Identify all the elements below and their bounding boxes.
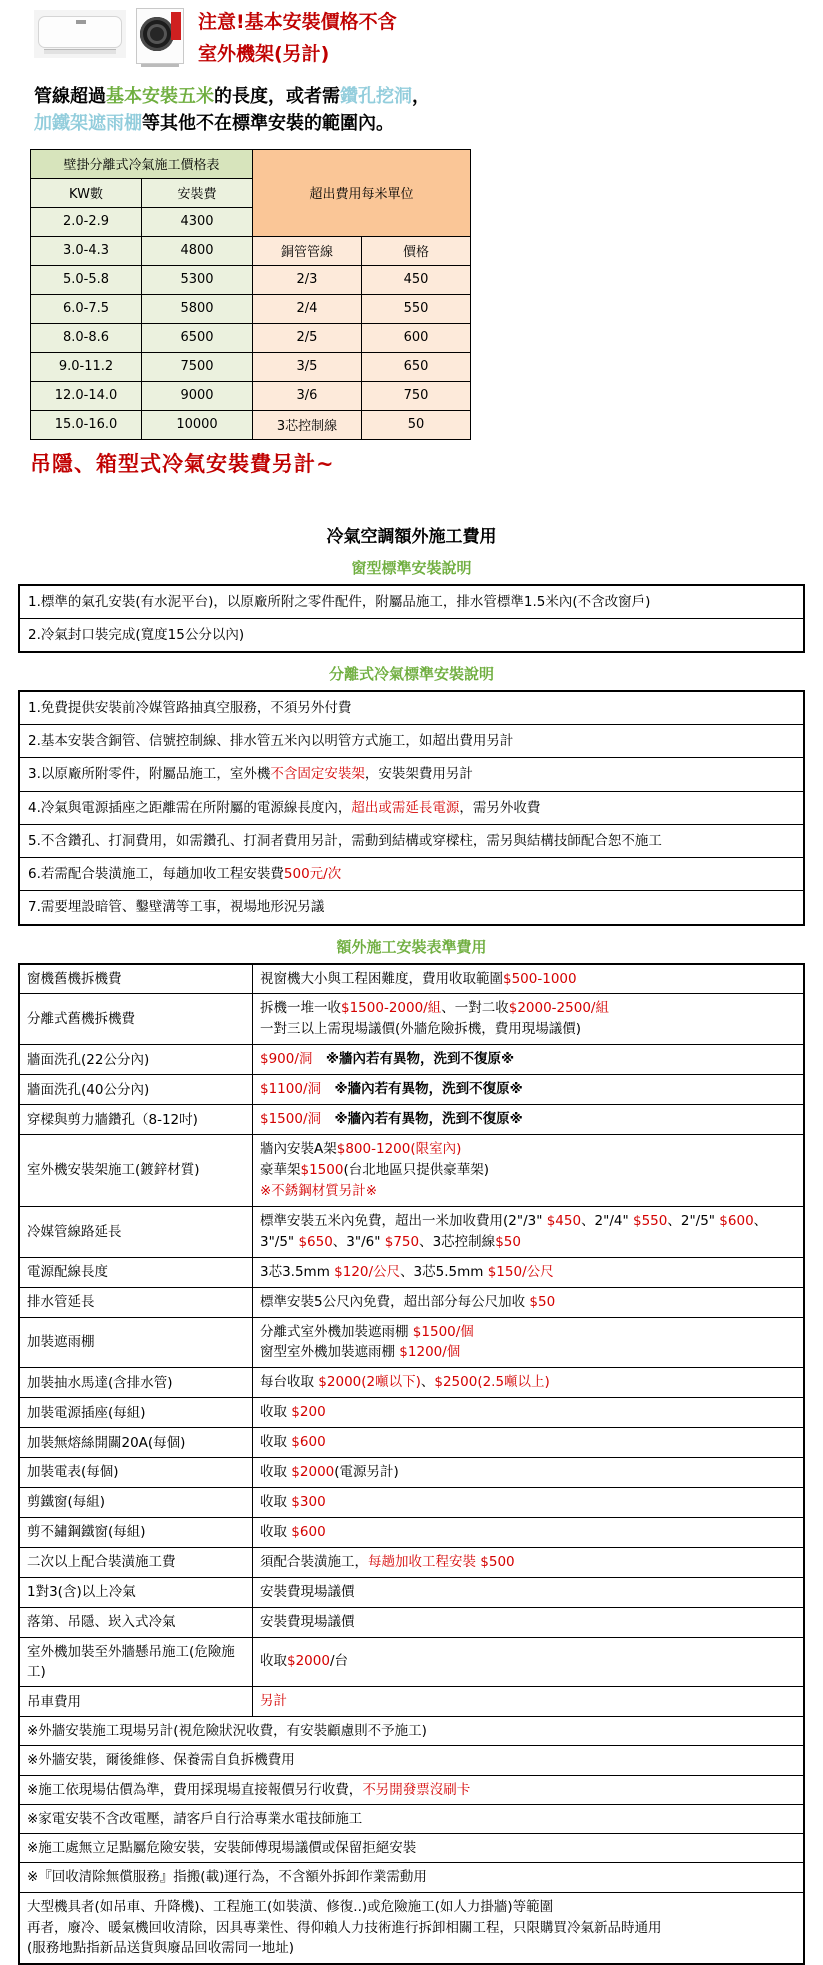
fee-row [19,1488,804,1518]
install-notice-line-2: 室外機架(另計) [198,43,330,66]
text-segment: $1500/個 [412,1323,474,1340]
fee-value-cell [253,1368,805,1398]
additional-fees-body [19,964,804,1965]
section-row [19,758,804,791]
price-cell: 50 [362,410,471,439]
section-row [19,858,804,891]
fee-value-line [260,1582,796,1603]
pipe-cell: 3/5 [253,352,362,381]
text-segment: ，需另外收費 [459,799,541,816]
fee-value-line [260,1322,796,1343]
fee-row [19,1577,804,1607]
section-cell [19,891,804,925]
additional-fees-table [18,963,805,1965]
fee-label-cell: 加裝電源插座(每組) [19,1398,253,1428]
text-segment: 超出或需延長電源 [351,799,460,816]
section-cell [19,691,804,725]
fee-cell: 5300 [142,265,253,294]
fee-value-line [260,998,796,1019]
split-standard-title: 分離式冷氣標準安裝說明 [328,665,494,684]
text-segment: $800-1200(限室內) [336,1141,462,1158]
text-segment: $900/洞 [260,1051,313,1068]
text-segment: ※牆內若有異物，洗到不復原※ [312,1051,515,1068]
fee-value-line [260,1211,796,1253]
price-cell: 550 [362,294,471,323]
text-segment: 一對三以上需現場議價(外牆危險拆機，費用現場議價) [260,1021,582,1038]
footer-row [19,1892,804,1964]
section-row [19,824,804,857]
fee-value-cell [253,1206,805,1257]
kw-cell: 12.0-14.0 [31,381,142,410]
fee-label-cell: 室外機安裝架施工(鍍鋅材質) [19,1135,253,1207]
text-segment: 7.需要埋設暗管、鑿壁溝等工事，視場地形況另議 [28,899,325,916]
text-segment: 、3"/5" [260,1212,768,1250]
text-segment: $2000-2500/組 [508,1000,609,1017]
fee-label-cell: 穿樑與剪力牆鑽孔（8-12吋) [19,1105,253,1135]
window-standard-body [19,585,804,652]
note-cell [19,1863,804,1892]
fee-value-line [260,1372,796,1393]
price-table-row [31,294,471,323]
fee-value-cell [253,1135,805,1207]
fee-value-cell [253,1398,805,1428]
section-row [19,725,804,758]
extra-fees-title: 冷氣空調額外施工費用 [326,526,497,547]
text-segment: 每趟加收工程安裝 $500 [368,1553,515,1570]
text-segment: 安裝費現場議價 [260,1613,355,1630]
note-cell [19,1804,804,1833]
price-table-row [31,352,471,381]
fee-label-cell: 加裝無熔絲開關20A(每個) [19,1428,253,1458]
fee-value-cell [253,1577,805,1607]
text-segment: 視窗機大小與工程困難度，費用收取範圍 [260,970,503,987]
price-cell: 450 [362,265,471,294]
fee-value-cell [253,1637,805,1687]
price-cell: 750 [362,381,471,410]
text-segment: (電源另計) [334,1464,399,1481]
fee-value-cell [253,1317,805,1368]
fee-row [19,1105,804,1135]
additional-fees-title: 額外施工安裝表準費用 [336,937,487,956]
text-segment: ※牆內若有異物，洗到不復原※ [321,1111,523,1128]
text-segment: $500-1000 [503,970,577,987]
section-row [19,585,804,619]
price-table-body [31,149,471,439]
fee-row [19,1687,804,1717]
intro-line-2 [34,110,823,137]
text-segment: 管線超過 [34,85,106,107]
text-segment: 窗型室外機加裝遮雨棚 [260,1344,400,1361]
text-segment: 4.冷氣與電源插座之距離需在所附屬的電源線長度內， [28,799,352,816]
fee-value-cell [253,1488,805,1518]
kw-cell: 15.0-16.0 [31,410,142,439]
note-row [19,1775,804,1804]
price-table-row [31,410,471,439]
fee-row [19,1368,804,1398]
text-segment: $1200/個 [399,1344,461,1361]
fee-value-cell [253,964,805,994]
text-segment: 3.以原廠所附零件，附屬品施工，室外機 [28,766,271,783]
excess-fee-header: 超出費用每米單位 [253,149,471,236]
section-cell [19,791,804,824]
text-segment: $50 [529,1293,556,1310]
section-cell [19,618,804,652]
fee-label-cell: 電源配線長度 [19,1257,253,1287]
text-segment: ，安裝架費用另計 [364,766,473,783]
fee-value-line [260,1292,796,1313]
text-segment: 1.免費提供安裝前冷媒管路抽真空服務，不須另外付費 [28,700,352,717]
fee-value-line [260,1402,796,1423]
pipe-cell: 2/3 [253,265,362,294]
text-segment: ※外牆安裝施工現場另計(視危險狀況收費，有安裝顧慮則不予施工) [27,1723,427,1740]
note-cell [19,1717,804,1746]
outdoor-unit-red-label [171,12,181,40]
fee-value-line [260,1492,796,1513]
text-segment: $600 [291,1434,326,1451]
note-row [19,1717,804,1746]
text-segment: $600 [719,1212,754,1229]
fee-row [19,1398,804,1428]
indoor-unit-logo [76,20,86,24]
fee-row [19,1075,804,1105]
text-segment: 、3"/6" [332,1233,385,1250]
fee-value-line [260,1109,796,1130]
text-segment: 加鐵架遮雨棚 [34,112,142,134]
text-segment: ※不銹鋼材質另計※ [260,1182,378,1199]
pipe-cell: 2/5 [253,323,362,352]
text-segment: ， [412,85,430,107]
text-segment: 收取 [260,1494,292,1511]
text-segment: 2.基本安裝含銅管、信號控制線、排水管五米內以明管方式施工，如超出費用另計 [28,733,514,750]
hanging-cabinet-note: 吊隱、箱型式冷氣安裝費另計~ [30,450,335,476]
note-cell [19,1746,804,1775]
fee-label-cell: 排水管延長 [19,1287,253,1317]
fee-value-line [260,1079,796,1100]
text-segment: $550 [633,1212,668,1229]
fee-value-line [260,1691,796,1712]
price-table-title: 壁掛分離式冷氣施工價格表 [31,149,253,178]
kw-cell: 5.0-5.8 [31,265,142,294]
section-row [19,618,804,652]
section-cell [19,824,804,857]
fee-value-line [260,969,796,990]
install-notice-line-1: 注意!基本安裝價格不含 [198,11,397,33]
text-segment: $450 [546,1212,582,1229]
fee-label-cell: 二次以上配合裝潢施工費 [19,1547,253,1577]
text-segment: $2000 [291,1464,335,1481]
fee-value-line [260,1552,796,1573]
text-segment: 、一對二收 [441,1000,509,1017]
fee-label-cell: 窗機舊機拆機費 [19,964,253,994]
text-segment: 、2"/5" [667,1212,720,1229]
pipe-cell: 3/6 [253,381,362,410]
text-segment: 、3芯控制線 [419,1233,496,1250]
fee-cell: 6500 [142,323,253,352]
fee-label-cell: 加裝遮雨棚 [19,1317,253,1368]
fee-label-cell: 加裝電表(每個) [19,1458,253,1488]
text-segment: $1500-2000/組 [341,1000,442,1017]
text-segment: 牆內安裝A架 [260,1141,337,1158]
footer-text-line: (服務地點指新品送貨與廢品回收需同一地址) [27,1940,295,1957]
text-segment: 等其他不在標準安裝的範圍內。 [142,112,394,134]
price-table-row [31,381,471,410]
text-segment: 1.標準的氣孔安裝(有水泥平台)，以原廠所附之零件配件，附屬品施工，排水管標準1.5米內(不含改窗戶) [28,593,651,610]
fee-cell: 9000 [142,381,253,410]
fee-row [19,1637,804,1687]
fee-cell: 4300 [142,207,253,236]
fee-label-cell: 吊車費用 [19,1687,253,1717]
fee-row [19,964,804,994]
fee-column-header: 安裝費 [142,178,253,207]
text-segment: ※施工處無立足點屬危險安裝，安裝師傅現場議價或保留拒絕安裝 [27,1840,417,1857]
text-segment: 、3芯5.5mm [400,1263,488,1280]
fee-value-cell [253,1105,805,1135]
text-segment: $1500 [300,1162,344,1179]
text-segment: 、2"/4" [581,1212,633,1229]
pipe-cell: 3芯控制線 [253,410,362,439]
text-segment: $200 [291,1404,326,1421]
fee-row [19,1206,804,1257]
text-segment: 收取 [260,1524,292,1540]
fee-label-cell: 冷媒管線路延長 [19,1206,253,1257]
text-segment: $2500(2.5噸以上) [434,1374,550,1391]
text-segment: 安裝費現場議價 [260,1583,355,1600]
text-segment: 、 [420,1374,435,1391]
kw-cell: 6.0-7.5 [31,294,142,323]
text-segment: $2000(2噸以下) [318,1374,421,1391]
text-segment: 不另開發票沒刷卡 [362,1781,471,1798]
fee-value-line [260,1160,796,1181]
fee-value-cell [253,1687,805,1717]
kw-cell: 9.0-11.2 [31,352,142,381]
fee-value-cell [253,1075,805,1105]
text-segment: 鑽孔挖洞 [340,85,412,107]
text-segment: 標準安裝五米內免費，超出一米加收費用(2"/3" [260,1212,547,1229]
text-segment: $1500/洞 [260,1111,321,1128]
fee-row [19,1135,804,1207]
fee-value-cell [253,1547,805,1577]
outdoor-ac-unit-image [136,8,184,64]
kw-cell: 8.0-8.6 [31,323,142,352]
text-segment: $750 [384,1233,420,1250]
fee-value-cell [253,1518,805,1548]
pipe-cell: 2/4 [253,294,362,323]
fee-label-cell: 牆面洗孔(40公分內) [19,1075,253,1105]
fee-value-line [260,1462,796,1483]
section-cell [19,585,804,619]
fee-label-cell: 剪鐵窗(每組) [19,1488,253,1518]
fee-label-cell: 牆面洗孔(22公分內) [19,1045,253,1075]
fee-value-cell [253,994,805,1045]
price-table [30,149,471,440]
fee-value-line [260,1432,796,1453]
fee-label-cell: 1對3(含)以上冷氣 [19,1577,253,1607]
fee-value-line [260,1522,796,1543]
fee-row [19,1518,804,1548]
kw-cell: 2.0-2.9 [31,207,142,236]
text-segment: /台 [329,1653,349,1670]
fee-cell: 10000 [142,410,253,439]
fee-cell: 4800 [142,236,253,265]
fee-value-line [260,1181,796,1202]
intro-paragraph [34,83,823,137]
fee-row [19,1428,804,1458]
text-segment: 不含固定安裝架 [270,766,365,783]
fee-value-cell [253,1257,805,1287]
fee-value-line [260,1651,796,1672]
fee-row [19,1607,804,1637]
window-standard-table [18,584,805,653]
footer-cell [19,1892,804,1964]
text-segment: ※『回收清除無償服務』指搬(載)運行為，不含額外拆卸作業需動用 [27,1869,427,1886]
fee-value-cell [253,1607,805,1637]
text-segment: $150/公尺 [487,1263,554,1280]
text-segment: $2000 [287,1653,330,1670]
section-row [19,791,804,824]
text-segment: $600 [291,1524,326,1540]
section-cell [19,725,804,758]
fee-label-cell: 剪不鏽鋼鐵窗(每組) [19,1518,253,1548]
fee-label-cell: 落第、吊隱、崁入式冷氣 [19,1607,253,1637]
price-cell: 600 [362,323,471,352]
fee-value-line [260,1262,796,1283]
text-segment: 每台收取 [260,1374,319,1391]
fee-value-line [260,1019,796,1040]
fee-row [19,1045,804,1075]
price-table-row [31,236,471,265]
window-standard-title: 窗型標準安裝說明 [351,558,472,577]
text-segment: (台北地區只提供豪華架) [343,1162,489,1179]
text-segment: 的長度，或者需 [214,85,340,107]
text-segment: 拆機一堆一收 [260,1000,341,1017]
text-segment: $300 [291,1494,326,1511]
fee-row [19,1257,804,1287]
note-cell [19,1834,804,1863]
text-segment: 分離式室外機加裝遮雨棚 [260,1323,413,1340]
fee-row [19,1287,804,1317]
price-table-row [31,323,471,352]
footer-text-line: 大型機具者(如吊車、升降機)、工程施工(如裝潢、修復..)或危險施工(如人力掛牆)等範圍 [27,1898,554,1915]
note-cell [19,1775,804,1804]
text-segment: 另計 [260,1693,287,1710]
text-segment: 須配合裝潢施工， [260,1553,368,1570]
text-segment: 5.不含鑽孔、打洞費用，如需鑽孔、打洞者費用另計，需動到結構或穿樑柱，需另與結構技師配合恕不施工 [28,832,662,849]
note-row [19,1746,804,1775]
fee-label-cell: 分離式舊機拆機費 [19,994,253,1045]
fee-row [19,1547,804,1577]
text-segment: 6.若需配合裝潢施工，每趟加收工程安裝費 [28,866,284,883]
header [0,0,823,71]
pipe-cell: 銅管管線 [253,236,362,265]
price-table-row [31,265,471,294]
price-cell: 650 [362,352,471,381]
text-segment: ※家電安裝不含改電壓，請客戶自行洽專業水電技師施工 [27,1810,363,1827]
text-segment: $120/公尺 [334,1263,401,1280]
fee-row [19,1458,804,1488]
fee-row [19,1317,804,1368]
fee-value-cell [253,1458,805,1488]
text-segment: 收取 [260,1404,292,1421]
kw-cell: 3.0-4.3 [31,236,142,265]
text-segment: 基本安裝五米 [106,85,214,107]
fee-value-line [260,1139,796,1160]
text-segment: $50 [495,1233,521,1250]
note-row [19,1804,804,1833]
fee-cell: 5800 [142,294,253,323]
fee-label-cell: 室外機加裝至外牆懸吊施工(危險施工) [19,1637,253,1687]
outdoor-unit-feet [141,64,179,67]
price-cell: 價格 [362,236,471,265]
note-row [19,1863,804,1892]
text-segment: 標準安裝5公尺內免費，超出部分每公尺加收 [260,1293,530,1310]
fee-value-line [260,1049,796,1070]
text-segment: ※外牆安裝，爾後維修、保養需自負拆機費用 [27,1752,295,1769]
split-standard-body [19,691,804,925]
text-segment: $650 [298,1233,333,1250]
text-segment: 收取 [260,1653,287,1670]
text-segment: 3芯3.5mm [260,1263,335,1280]
fee-row [19,994,804,1045]
note-row [19,1834,804,1863]
install-notice [198,6,397,71]
text-segment: ※施工依現場估價為準，費用採現場直接報價另行收費， [27,1781,363,1798]
text-segment: ※牆內若有異物，洗到不復原※ [321,1081,523,1098]
text-segment: $1100/洞 [260,1081,321,1098]
split-standard-table [18,690,805,926]
footer-text-line: 再者，廢冷、暖氣機回收清除，因具專業性、得仰賴人力技術進行拆卸相關工程，只限購買冷氣新品時通用 [27,1919,662,1936]
fee-value-cell [253,1045,805,1075]
text-segment: 收取 [260,1434,292,1451]
section-row [19,891,804,925]
section-row [19,691,804,725]
fee-value-cell [253,1287,805,1317]
text-segment: 2.冷氣封口裝完成(寬度15公分以內) [28,626,245,643]
fee-cell: 7500 [142,352,253,381]
fee-label-cell: 加裝抽水馬達(含排水管) [19,1368,253,1398]
section-cell [19,858,804,891]
price-table-title-row [31,149,471,178]
fee-value-cell [253,1428,805,1458]
fee-value-line [260,1612,796,1633]
text-segment: 500元/次 [283,866,342,883]
kw-column-header: KW數 [31,178,142,207]
text-segment: 收取 [260,1464,292,1481]
fee-value-line [260,1342,796,1363]
section-cell [19,758,804,791]
indoor-unit-vent [44,49,116,54]
outdoor-unit-fan-icon [140,17,174,51]
indoor-ac-unit-image [34,10,126,58]
text-segment: 豪華架 [260,1162,301,1179]
intro-line-1 [34,83,823,110]
